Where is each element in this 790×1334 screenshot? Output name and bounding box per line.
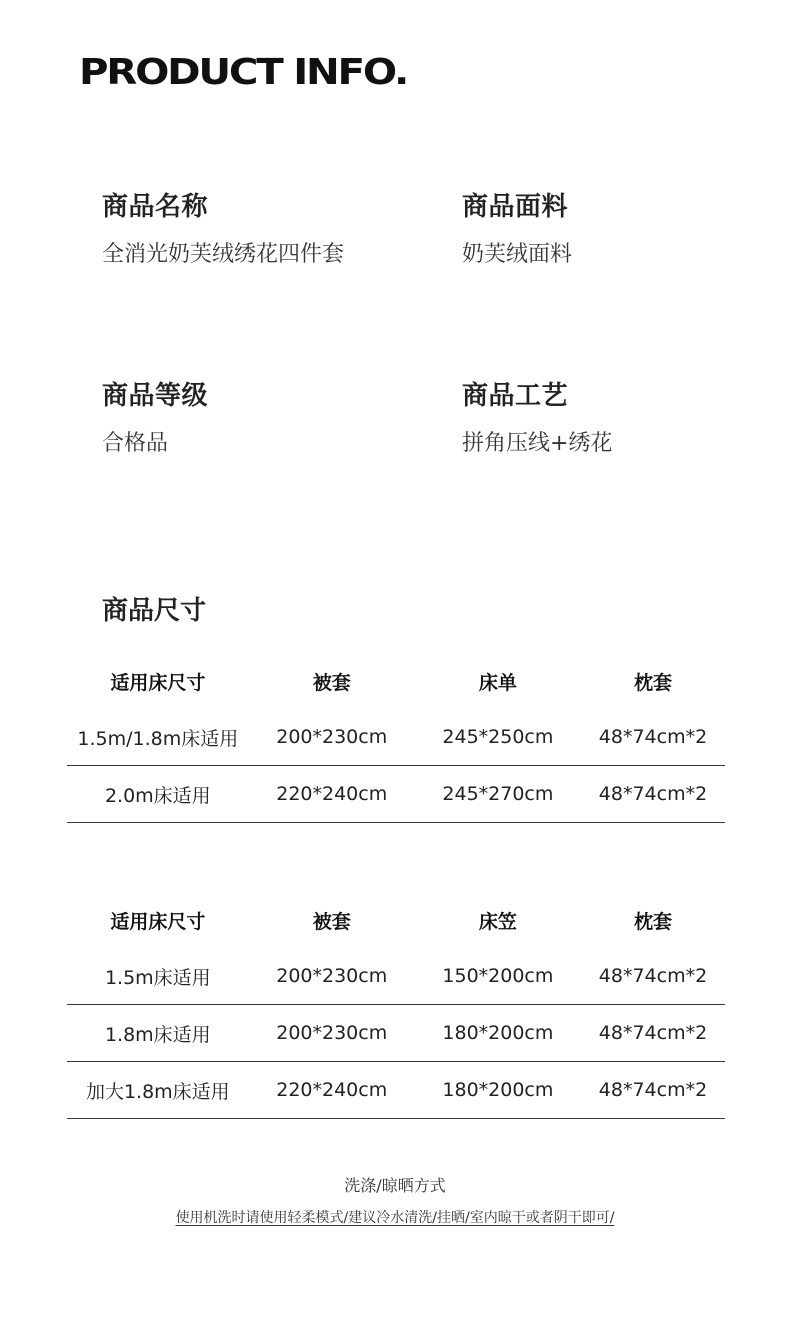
table-cell: 150*200cm: [415, 948, 581, 1005]
table-cell: 220*240cm: [249, 766, 415, 823]
table-cell: 245*250cm: [415, 709, 581, 766]
field-label: 商品工艺: [462, 381, 569, 411]
table-cell: 200*230cm: [249, 709, 415, 766]
table-row: [67, 709, 725, 766]
table-cell: 200*230cm: [249, 948, 415, 1005]
field-value: 合格品: [102, 431, 169, 456]
table-row: [67, 948, 725, 1005]
table-cell: 200*230cm: [249, 1005, 415, 1062]
column-header: 适用床尺寸: [110, 910, 206, 933]
table-row: [67, 1005, 725, 1062]
column-header: 被套: [312, 671, 351, 694]
table-cell: 48*74cm*2: [581, 948, 725, 1005]
table-cell: 180*200cm: [415, 1005, 581, 1062]
table-cell: 48*74cm*2: [581, 1062, 725, 1119]
table-cell: 1.5m床适用: [67, 948, 249, 1005]
field-value: 拼角压线+绣花: [462, 431, 613, 456]
column-header: 适用床尺寸: [110, 671, 206, 694]
size-table-fitted: [67, 892, 725, 1119]
field-grade: [102, 375, 208, 457]
care-title: 洗涤/晾晒方式: [344, 1176, 446, 1195]
column-header: 床笠: [478, 910, 517, 933]
table-cell: 48*74cm*2: [581, 1005, 725, 1062]
table-cell: 1.5m/1.8m床适用: [67, 709, 249, 766]
field-product-name: [102, 186, 344, 268]
field-value: 奶芙绒面料: [462, 242, 573, 267]
field-craft: [462, 375, 612, 457]
column-header: 床单: [478, 671, 517, 694]
table-cell: 2.0m床适用: [67, 766, 249, 823]
care-instructions: [0, 1207, 790, 1227]
size-table-sheet: [67, 653, 725, 823]
field-label: 商品等级: [102, 381, 209, 411]
table-cell: 48*74cm*2: [581, 709, 725, 766]
page-title: PRODUCT INFO.: [79, 52, 408, 93]
table-header-row: [67, 653, 725, 709]
field-label: 商品面料: [462, 192, 569, 222]
field-fabric: [462, 186, 572, 268]
field-value: 全消光奶芙绒绣花四件套: [102, 242, 345, 267]
table-cell: 48*74cm*2: [581, 766, 725, 823]
table-row: [67, 1062, 725, 1119]
care-instructions-text: 使用机洗时请使用轻柔模式/建议冷水清洗/挂晒/室内晾干或者阴干即可/: [175, 1210, 615, 1226]
table-cell: 220*240cm: [249, 1062, 415, 1119]
table-cell: 1.8m床适用: [67, 1005, 249, 1062]
table-cell: 180*200cm: [415, 1062, 581, 1119]
column-header: 被套: [312, 910, 351, 933]
field-label: 商品名称: [102, 192, 209, 222]
size-section-title: 商品尺寸: [102, 596, 207, 626]
table-cell: 加大1.8m床适用: [67, 1062, 249, 1119]
table-row: [67, 766, 725, 823]
column-header: 枕套: [633, 671, 672, 694]
column-header: 枕套: [633, 910, 672, 933]
table-header-row: [67, 892, 725, 948]
table-cell: 245*270cm: [415, 766, 581, 823]
